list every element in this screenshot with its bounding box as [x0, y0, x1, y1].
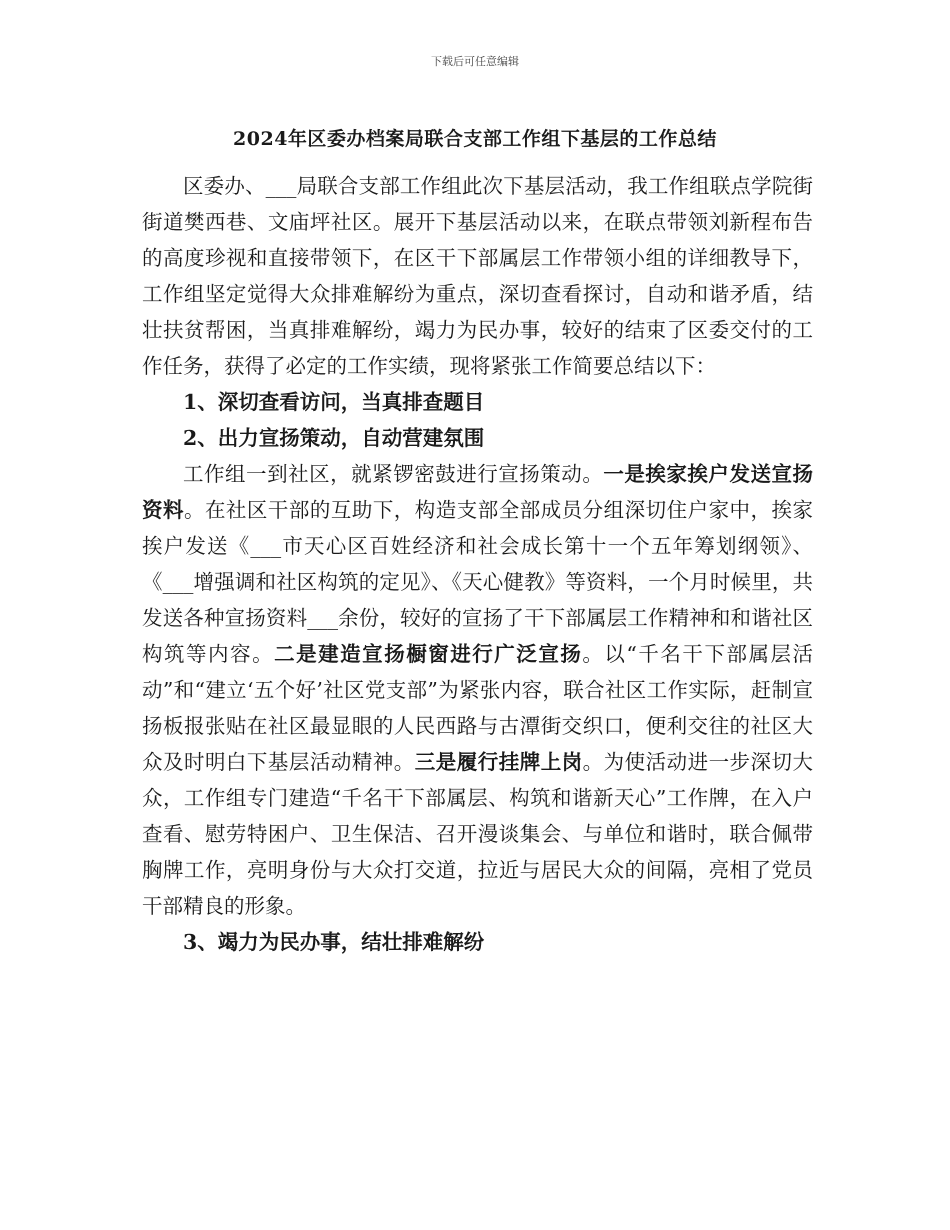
document-title: 2024年区委办档案局联合支部工作组下基层的工作总结 [233, 128, 717, 150]
section-heading-1: 1、深切查看访问，当真排查题目 [183, 390, 485, 414]
intro-paragraph: 区委办、___局联合支部工作组此次下基层活动，我工作组联点学院街街道樊西巷、文庙坪社区。展开下基层活动以来，在联点带领刘新程布告的高度珍视和直接带领下，在区干下部属层工作带领小组的详细教导下，工作组坚定觉得大众排难解纷为重点，深切查看探讨，自动和谐矛盾，结壮扶贫帮困，当真排难解纷，竭力为民办事，较好的结束了区委交付的工作任务，获得了必定的工作实绩，现将紧张工作简要总结以下： [142, 174, 813, 378]
point-2-bold: 二是建造宣扬橱窗进行广泛宣扬 [274, 642, 583, 666]
document-body [142, 168, 813, 960]
point-3-bold: 三是履行挂牌上岗 [414, 750, 583, 774]
header-note: 下载后可任意编辑 [431, 55, 519, 68]
section-heading-2: 2、出力宣扬策动，自动营建氛围 [183, 426, 485, 450]
section-heading-3: 3、竭力为民办事，结壮排难解纷 [183, 930, 485, 954]
publicity-paragraph [142, 456, 813, 924]
publicity-text-a: 工作组一到社区，就紧锣密鼓进行宣扬策动。 [183, 462, 604, 486]
point-1-bold: 一是挨家挨户发送宣扬资料 [142, 462, 813, 522]
publicity-text-d: 。为使活动进一步深切大众，工作组专门建造“千名干下部属层、构筑和谐新天心”工作牌，在入户查看、慰劳特困户、卫生保洁、召开漫谈集会、与单位和谐时，联合佩带胸牌工作，亮明身份与大众打交道，拉近与居民大众的间隔，亮相了党员干部精良的形象。 [142, 750, 814, 918]
publicity-text-c: 。以“千名干下部属层活动”和“建立‘五个好’社区党支部”为紧张内容，联合社区工作实际，赶制宣扬板报张贴在社区最显眼的人民西路与古潭街交织口，便利交往的社区大众及时明白下基层活动精神。 [142, 642, 814, 774]
publicity-text-b: 。在社区干部的互助下，构造支部全部成员分组深切住户家中，挨家挨户发送《___市天心区百姓经济和社会成长第十一个五年筹划纲领》、《___增强调和社区构筑的定见》、《天心健教》等资料，一个月时候里，共发送各种宣扬资料___余份，较好的宣扬了干下部属层工作精神和和谐社区构筑等内容。 [142, 498, 813, 666]
